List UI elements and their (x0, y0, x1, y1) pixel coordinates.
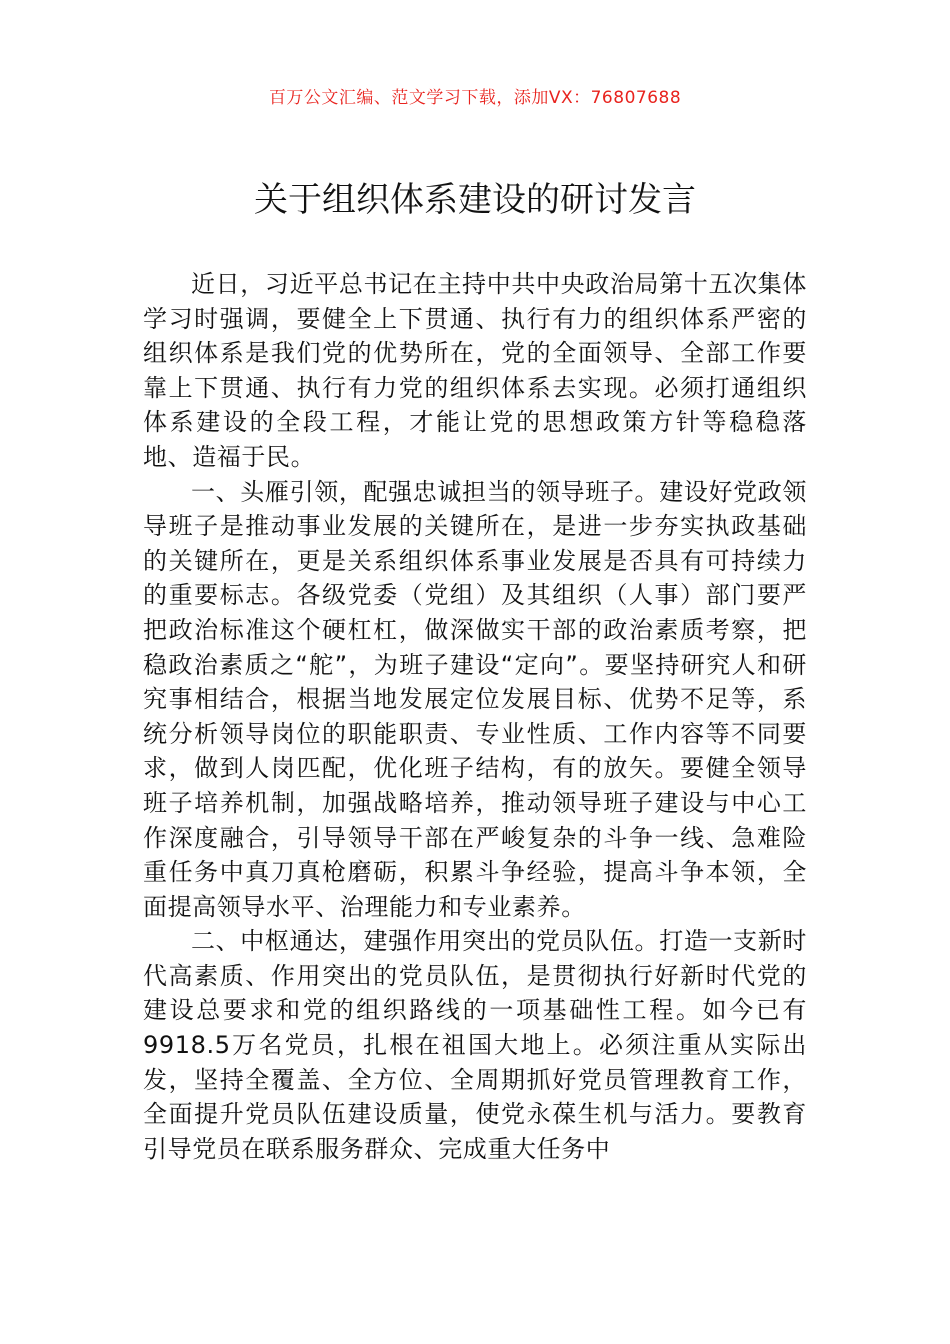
document-title: 关于组织体系建设的研讨发言 (254, 180, 696, 220)
document-body (143, 267, 807, 1166)
paragraph-section-2: 二、中枢通达，建强作用突出的党员队伍。打造一支新时代高素质、作用突出的党员队伍，是贯彻执行好新时代党的建设总要求和党的组织路线的一项基础性工程。如今已有9918.5万名党员，扎根在祖国大地上。必须注重从实际出发，坚持全覆盖、全方位、全周期抓好党员管理教育工作，全面提升党员队伍建设质量，使党永葆生机与活力。要教育引导党员在联系服务群众、完成重大任务中 (143, 927, 807, 1163)
download-banner: 百万公文汇编、范文学习下载，添加VX：76807688 (268, 88, 682, 108)
paragraph-section-1: 一、头雁引领，配强忠诚担当的领导班子。建设好党政领导班子是推动事业发展的关键所在，是进一步夯实执政基础的关键所在，更是关系组织体系事业发展是否具有可持续力的重要标志。各级党委（党组）及其组织（人事）部门要严把政治标准这个硬杠杠，做深做实干部的政治素质考察，把稳政治素质之“舵”，为班子建设“定向”。要坚持研究人和研究事相结合，根据当地发展定位发展目标、优势不足等，系统分析领导岗位的职能职责、专业性质、工作内容等不同要求，做到人岗匹配，优化班子结构，有的放矢。要健全领导班子培养机制，加强战略培养，推动领导班子建设与中心工作深度融合，引导领导干部在严峻复杂的斗争一线、急难险重任务中真刀真枪磨砺，积累斗争经验，提高斗争本领，全面提高领导水平、治理能力和专业素养。 (143, 477, 807, 921)
paragraph-intro: 近日，习近平总书记在主持中共中央政治局第十五次集体学习时强调，要健全上下贯通、执行有力的组织体系严密的组织体系是我们党的优势所在，党的全面领导、全部工作要靠上下贯通、执行有力党的组织体系去实现。必须打通组织体系建设的全段工程，才能让党的思想政策方针等稳稳落地、造福于民。 (143, 270, 807, 471)
